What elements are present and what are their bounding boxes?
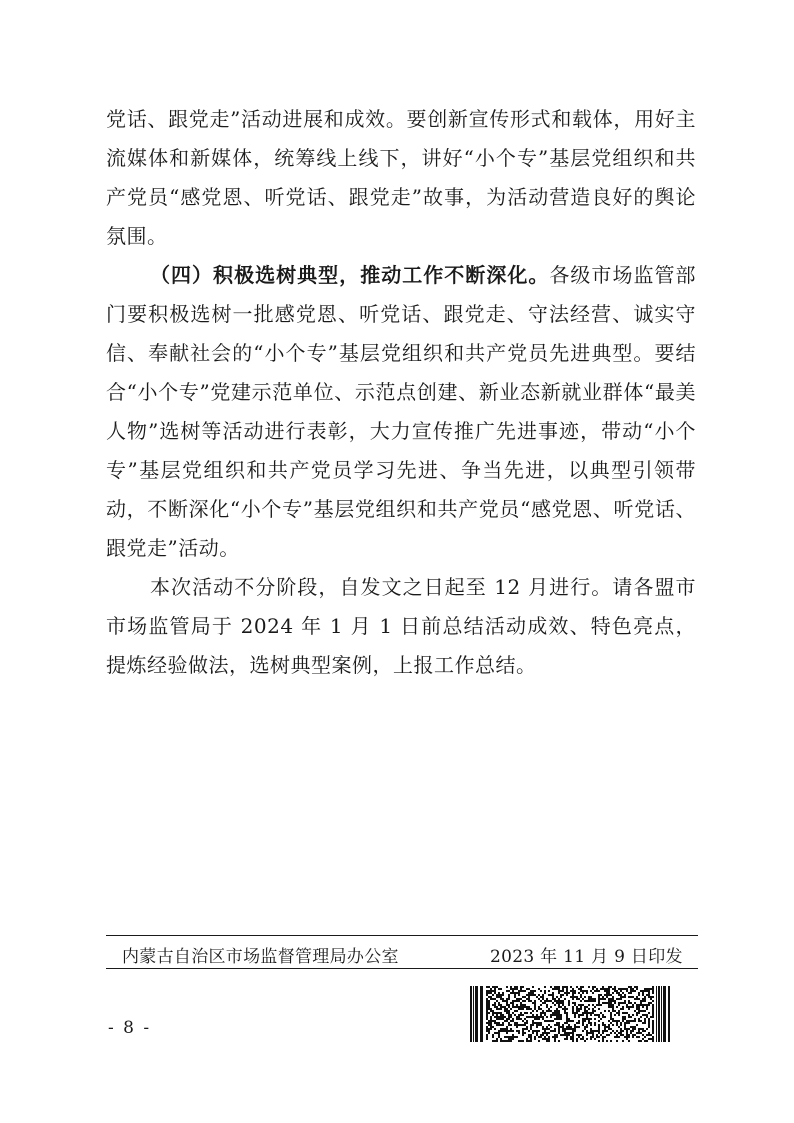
- barcode-icon: [470, 986, 670, 1042]
- document-body: [106, 100, 696, 685]
- issue-date: 2023 年 11 月 9 日印发: [490, 947, 683, 967]
- footer-top-rule: [106, 935, 698, 936]
- issuer-name: 内蒙古自治区市场监督管理局办公室: [122, 947, 399, 967]
- paragraph-section-4: [106, 256, 696, 568]
- section-4-heading: （四）积极选树典型，推动工作不断深化。: [150, 263, 550, 287]
- section-4-body: 各级市场监管部门要积极选树一批感党恩、听党话、跟党走、守法经营、诚实守信、奉献社会的“小个专”基层党组织和共产党员先进典型。要结合“小个专”党建示范单位、示范点创建、新业态新就业群体“最美人物”选树等活动进行表彰，大力宣传推广先进事迹，带动“小个专”基层党组织和共产党员学习先进、争当先进，以典型引领带动，不断深化“小个专”基层党组织和共产党员“感党恩、听党话、跟党走”活动。: [106, 263, 697, 560]
- paragraph-closing: 本次活动不分阶段，自发文之日起至 12 月进行。请各盟市市场监管局于 2024 年 1 月 1 日前总结活动成效、特色亮点，提炼经验做法，选树典型案例，上报工作总结。: [106, 575, 696, 677]
- page-number: - 8 -: [108, 1018, 152, 1038]
- paragraph-continued: 党话、跟党走”活动进展和成效。要创新宣传形式和载体，用好主流媒体和新媒体，统筹线上线下，讲好“小个专”基层党组织和共产党员“感党恩、听党话、跟党走”故事，为活动营造良好的舆论氛围。: [106, 107, 696, 248]
- footer-bottom-rule: [106, 968, 698, 969]
